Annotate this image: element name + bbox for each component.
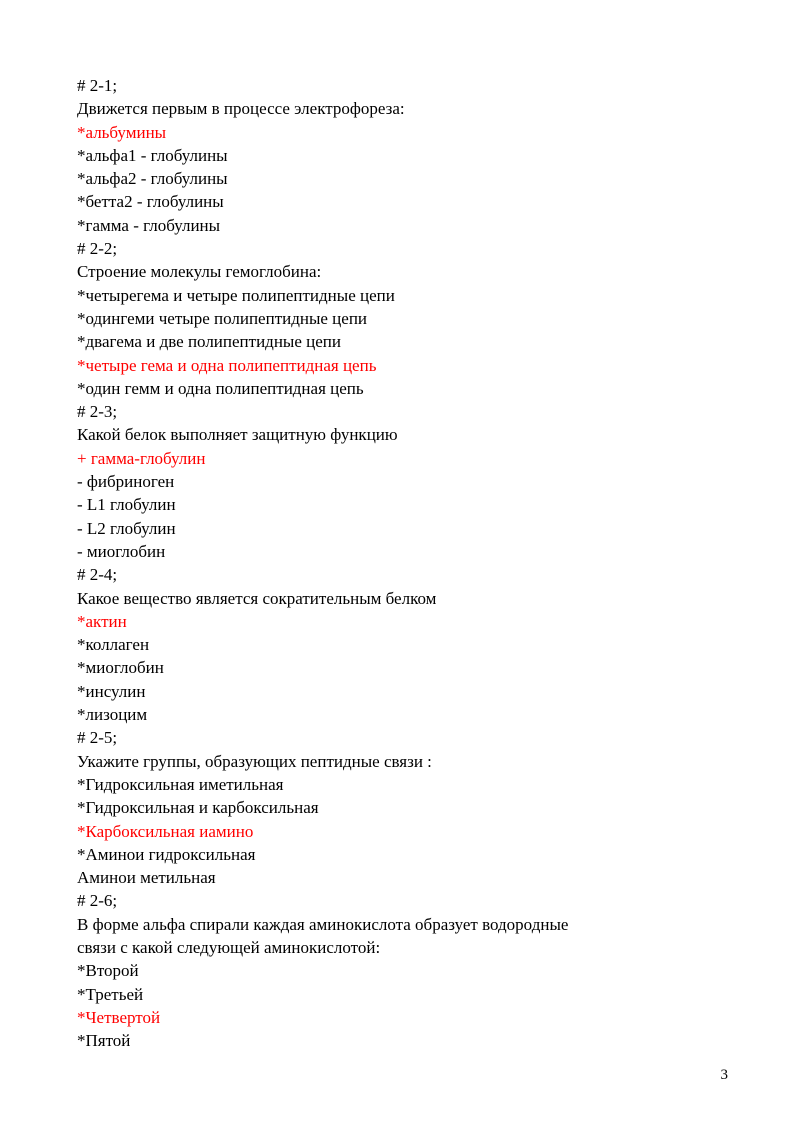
question-number: # 2-1;: [77, 76, 118, 95]
question-text: связи с какой следующей аминокислотой:: [77, 937, 381, 957]
option-line: - L1 глобулин: [77, 495, 176, 515]
question-text: В форме альфа спирали каждая аминокислота образует водородные: [77, 914, 569, 934]
option-line: *один гемм и одна полипептидная цепь: [77, 378, 364, 398]
option-line: *Гидроксильная иметильная: [77, 774, 284, 794]
option-line: *лизоцим: [77, 705, 148, 725]
option-line: *бетта2 - глобулины: [77, 192, 224, 212]
question-text: Какой белок выполняет защитную функцию: [77, 425, 398, 445]
option-line: *одингеми четыре полипептидные цепи: [77, 308, 368, 328]
option-line: *четырегема и четыре полипептидные цепи: [77, 285, 395, 305]
option-line: *Гидроксильная и карбоксильная: [77, 798, 319, 818]
option-line: - L2 глобулин: [77, 518, 176, 538]
question-number: # 2-5;: [77, 728, 118, 748]
option-line: *Второй: [77, 961, 139, 981]
option-line: *Третьей: [77, 984, 144, 1004]
question-text: Строение молекулы гемоглобина:: [77, 262, 322, 282]
correct-answer: + гамма-глобулин: [77, 448, 206, 468]
question-number: # 2-6;: [77, 891, 118, 911]
question-text: Укажите группы, образующих пептидные связи :: [77, 751, 432, 771]
option-line: - фибриноген: [77, 472, 175, 492]
option-line: *Аминои гидроксильная: [77, 844, 256, 864]
correct-answer: *четыре гема и одна полипептидная цепь: [77, 355, 377, 375]
option-line: Аминои метильная: [77, 868, 216, 888]
option-line: *инсулин: [77, 681, 146, 701]
option-line: *гамма - глобулины: [77, 215, 221, 235]
option-line: *Пятой: [77, 1031, 131, 1051]
option-line: *альфа1 - глобулины: [77, 145, 228, 165]
correct-answer: *Карбоксильная иамино: [77, 821, 254, 841]
correct-answer: *альбумины: [77, 122, 167, 142]
option-line: *коллаген: [77, 635, 150, 655]
question-text: Движется первым в процессе электрофореза:: [77, 99, 405, 119]
option-line: *альфа2 - глобулины: [77, 169, 228, 189]
page-number: 3: [720, 1067, 728, 1083]
question-number: # 2-4;: [77, 565, 118, 585]
question-number: # 2-2;: [77, 239, 118, 259]
option-line: - миоглобин: [77, 541, 166, 561]
option-line: *двагема и две полипептидные цепи: [77, 332, 341, 352]
option-line: *миоглобин: [77, 658, 164, 678]
question-number: # 2-3;: [77, 402, 118, 422]
correct-answer: *актин: [77, 611, 127, 631]
document-body: [77, 74, 717, 1052]
correct-answer: *Четвертой: [77, 1007, 161, 1027]
question-text: Какое вещество является сократительным белком: [77, 588, 437, 608]
